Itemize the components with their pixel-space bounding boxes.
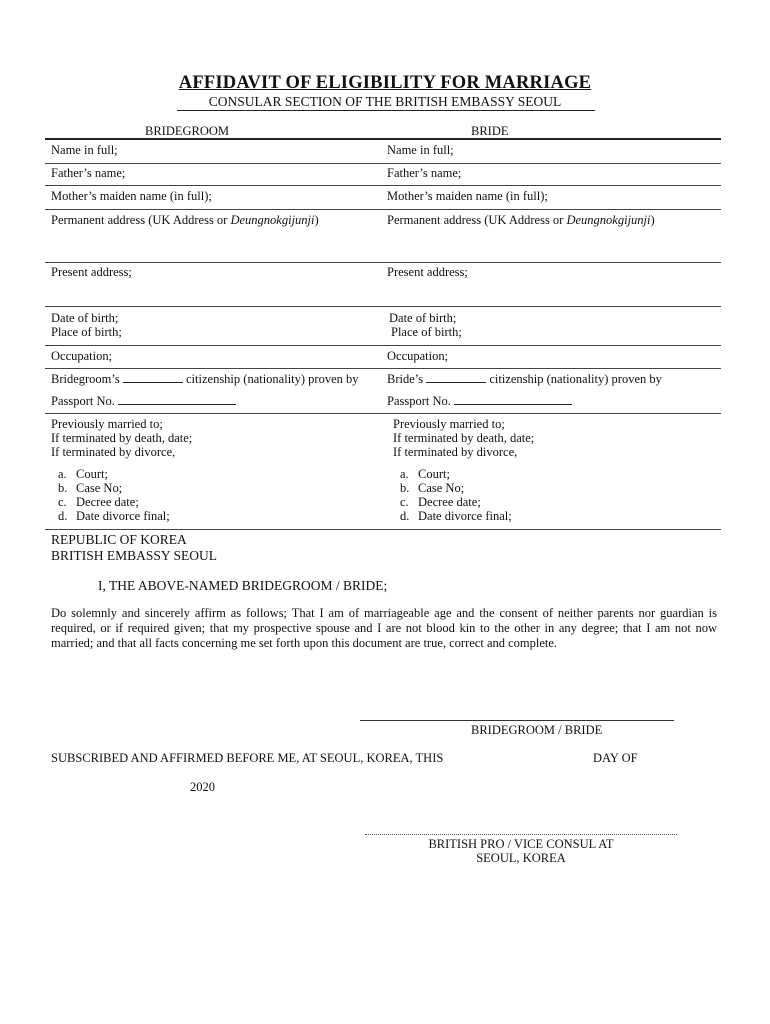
bride-citizen-prefix: Bride’s xyxy=(387,372,424,386)
bride-father-label: Father’s name; xyxy=(387,166,462,180)
bride-name-label: Name in full; xyxy=(387,143,454,157)
groom-pob-label: Place of birth; xyxy=(51,325,122,339)
address-suffix: ) xyxy=(314,213,319,227)
address-italic: Deungnokgijunji xyxy=(566,213,651,227)
blank-line xyxy=(118,394,236,405)
citizen-suffix: citizenship (nationality) proven by xyxy=(489,372,662,386)
bride-passport-label xyxy=(387,394,572,409)
bride-column-header: BRIDE xyxy=(471,124,509,138)
bride-occupation-label: Occupation; xyxy=(387,349,449,363)
blank-line xyxy=(454,394,572,405)
passport-text: Passport No. xyxy=(51,394,115,408)
bride-dob-label: Date of birth; xyxy=(389,311,457,325)
groom-passport-label xyxy=(51,394,236,409)
groom-permanent-address-label xyxy=(51,213,319,228)
list-item: b. Case No; xyxy=(400,481,465,495)
bride-citizenship-label xyxy=(387,372,662,387)
groom-prev-married-label: Previously married to; xyxy=(51,417,163,431)
blank-line xyxy=(426,372,486,383)
groom-citizen-prefix: Bridegroom’s xyxy=(51,372,120,386)
groom-citizenship-label xyxy=(51,372,359,387)
bride-terminated-divorce-label: If terminated by divorce, xyxy=(393,445,518,459)
row-divider xyxy=(45,368,721,369)
bride-prev-married-label: Previously married to; xyxy=(393,417,505,431)
list-item: c. Decree date; xyxy=(58,495,139,509)
declarant-statement: I, THE ABOVE-NAMED BRIDEGROOM / BRIDE; xyxy=(98,578,388,593)
location-line-2: BRITISH EMBASSY SEOUL xyxy=(51,548,218,563)
document-subtitle: CONSULAR SECTION OF THE BRITISH EMBASSY SEOUL xyxy=(208,94,562,109)
groom-dob-label: Date of birth; xyxy=(51,311,119,325)
declaration-paragraph: Do solemnly and sincerely affirm as follows; That I am of marriageable age and the consent of neither parents nor guardian is required, or if required given; that my prospective spouse and I are not blood kin to the other in any degree; that I am not now married; and that all facts concerning me set forth upon this document are true, correct and complete. xyxy=(51,606,717,650)
address-prefix: Permanent address (UK Address or xyxy=(387,213,567,227)
groom-column-header: BRIDEGROOM xyxy=(145,124,230,138)
bride-permanent-address-label xyxy=(387,213,655,228)
list-item: c. Decree date; xyxy=(400,495,481,509)
header-rule xyxy=(45,138,721,140)
list-item: b. Case No; xyxy=(58,481,123,495)
groom-occupation-label: Occupation; xyxy=(51,349,113,363)
subtitle-underline xyxy=(177,110,595,111)
consul-title-line-1: BRITISH PRO / VICE CONSUL AT xyxy=(428,837,614,851)
year-label: 2020 xyxy=(190,780,215,794)
groom-name-label: Name in full; xyxy=(51,143,118,157)
list-item: a. Court; xyxy=(58,467,108,481)
list-item: d. Date divorce final; xyxy=(400,509,512,523)
blank-line xyxy=(123,372,183,383)
groom-present-address-label: Present address; xyxy=(51,265,132,279)
location-line-1: REPUBLIC OF KOREA xyxy=(51,532,187,547)
address-italic: Deungnokgijunji xyxy=(230,213,315,227)
groom-father-label: Father’s name; xyxy=(51,166,126,180)
list-item: d. Date divorce final; xyxy=(58,509,170,523)
consul-signature-line xyxy=(365,834,677,835)
bride-pob-label: Place of birth; xyxy=(391,325,462,339)
signature-line xyxy=(360,720,674,721)
address-suffix: ) xyxy=(650,213,655,227)
signature-label: BRIDEGROOM / BRIDE xyxy=(471,723,603,737)
row-divider xyxy=(45,185,721,186)
document-title: AFFIDAVIT OF ELIGIBILITY FOR MARRIAGE xyxy=(178,73,592,93)
row-divider xyxy=(45,163,721,164)
bride-terminated-death-label: If terminated by death, date; xyxy=(393,431,535,445)
citizen-suffix: citizenship (nationality) proven by xyxy=(186,372,359,386)
address-prefix: Permanent address (UK Address or xyxy=(51,213,231,227)
list-item: a. Court; xyxy=(400,467,450,481)
consul-title-line-2: SEOUL, KOREA xyxy=(476,851,566,865)
row-divider xyxy=(45,306,721,307)
row-divider xyxy=(45,413,721,414)
groom-mother-label: Mother’s maiden name (in full); xyxy=(51,189,212,203)
groom-terminated-divorce-label: If terminated by divorce, xyxy=(51,445,176,459)
row-divider xyxy=(45,262,721,263)
row-divider xyxy=(45,529,721,530)
row-divider xyxy=(45,209,721,210)
passport-text: Passport No. xyxy=(387,394,451,408)
groom-terminated-death-label: If terminated by death, date; xyxy=(51,431,193,445)
subscribed-statement: SUBSCRIBED AND AFFIRMED BEFORE ME, AT SEOUL, KOREA, THIS xyxy=(51,751,444,765)
row-divider xyxy=(45,345,721,346)
day-of-label: DAY OF xyxy=(593,751,638,765)
bride-present-address-label: Present address; xyxy=(387,265,468,279)
bride-mother-label: Mother’s maiden name (in full); xyxy=(387,189,548,203)
